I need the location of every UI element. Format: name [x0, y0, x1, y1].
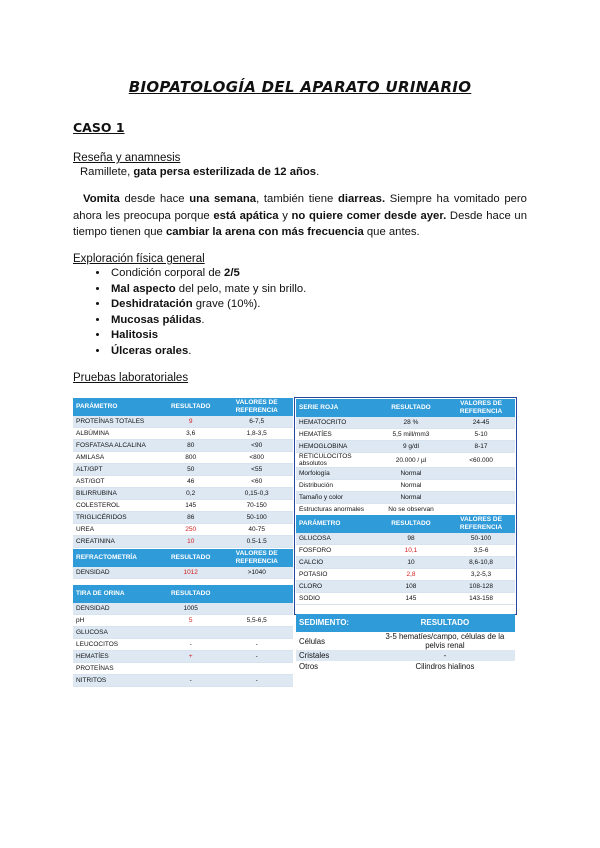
table-row	[73, 464, 293, 476]
result-cell: 10	[375, 557, 447, 569]
parameter-cell: FOSFORO	[296, 545, 375, 557]
table-row	[296, 417, 515, 429]
reference-cell: 0,15-0,3	[220, 488, 293, 500]
table-row	[73, 675, 293, 687]
column-header: RESULTADO	[375, 614, 515, 632]
reference-cell: 1,8-3,5	[220, 428, 293, 440]
result-cell: Cilindros hialinos	[415, 662, 475, 671]
reference-cell: >1040	[220, 567, 293, 579]
result-cell	[161, 627, 220, 639]
parameter-cell: Distribución	[296, 480, 375, 492]
parameter-cell: BILIRRUBINA	[73, 488, 161, 500]
list-item: • Úlceras orales.	[109, 344, 306, 360]
parameter-cell: HEMATÍES	[73, 651, 161, 663]
reference-cell: 3,5-6	[447, 545, 515, 557]
table-row	[296, 441, 515, 453]
patient-line: Ramillete, gata persa esterilizada de 12 años.	[80, 166, 320, 178]
parameter-cell: FOSFATASA ALCALINA	[73, 440, 161, 452]
table-row	[73, 512, 293, 524]
table-row	[296, 504, 515, 516]
column-header: RESULTADO	[375, 515, 447, 533]
parameter-cell: ALBÚMINA	[73, 428, 161, 440]
table-row	[73, 627, 293, 639]
column-header: RESULTADO	[161, 549, 220, 567]
result-cell: 50	[161, 464, 220, 476]
case-heading: CASO 1	[73, 120, 125, 135]
parameter-cell: HEMATOCRITO	[296, 417, 375, 429]
table-row	[296, 557, 515, 569]
table-header-row	[296, 399, 515, 417]
parameter-cell: Estructuras anormales	[296, 504, 375, 516]
result-cell: 98	[375, 533, 447, 545]
reference-cell: 50-100	[220, 512, 293, 524]
result-cell: 800	[161, 452, 220, 464]
list-item: • Mal aspecto del pelo, mate y sin brillo.	[109, 282, 306, 298]
column-header: RESULTADO	[161, 585, 220, 603]
table-header-row	[73, 549, 293, 567]
reference-cell: 5-10	[447, 429, 515, 441]
parameter-cell: pH	[73, 615, 161, 627]
result-cell: -	[375, 650, 515, 661]
table-row	[296, 468, 515, 480]
result-cell: -	[161, 675, 220, 687]
parameter-cell: Cristales	[296, 650, 375, 661]
parameter-cell: Morfología	[296, 468, 375, 480]
parameter-cell: PROTEÍNAS TOTALES	[73, 416, 161, 428]
result-cell: 0,2	[161, 488, 220, 500]
reference-cell	[447, 468, 515, 480]
table-row	[296, 581, 515, 593]
result-cell: 145	[375, 593, 447, 605]
parameter-cell: Células	[299, 636, 326, 646]
column-header	[220, 585, 293, 603]
reference-cell: <90	[220, 440, 293, 452]
parameter-cell: GLUCOSA	[73, 627, 161, 639]
table-row	[73, 663, 293, 675]
parameter-cell: PROTEÍNAS	[73, 663, 161, 675]
document-title: BIOPATOLOGÍA DEL APARATO URINARIO	[128, 78, 472, 96]
result-cell: 86	[161, 512, 220, 524]
result-cell: 1005	[161, 603, 220, 615]
parameter-cell: UREA	[73, 524, 161, 536]
sediment-table	[296, 614, 515, 672]
reference-cell	[447, 504, 515, 516]
column-header: VALORES DE REFERENCIA	[220, 398, 293, 416]
reference-cell: 108-128	[447, 581, 515, 593]
result-cell: 9	[161, 416, 220, 428]
result-cell: 9 g/dl	[375, 441, 447, 453]
parameter-cell: POTASIO	[296, 569, 375, 581]
result-cell: 10	[161, 536, 220, 548]
reference-cell: 70-150	[220, 500, 293, 512]
table-row	[296, 429, 515, 441]
list-item: • Mucosas pálidas.	[109, 313, 306, 329]
parameter-cell: AMILASA	[73, 452, 161, 464]
result-cell: 145	[161, 500, 220, 512]
reference-cell: 5,5-6,5	[220, 615, 293, 627]
exam-heading: Exploración física general	[73, 253, 205, 265]
reference-cell: 6-7,5	[220, 416, 293, 428]
reference-cell: -	[220, 651, 293, 663]
reference-cell	[220, 627, 293, 639]
table-row	[296, 632, 515, 650]
list-item: • Halitosis	[109, 328, 306, 344]
table-row	[296, 661, 515, 672]
reference-cell	[447, 492, 515, 504]
biochemistry-table	[73, 398, 293, 548]
table-row	[73, 603, 293, 615]
table-row	[296, 650, 515, 661]
reference-cell: 8-17	[447, 441, 515, 453]
parameter-cell: AST/GOT	[73, 476, 161, 488]
reference-cell: 143-158	[447, 593, 515, 605]
parameter-cell: CALCIO	[296, 557, 375, 569]
parameter-cell: COLESTEROL	[73, 500, 161, 512]
reference-cell: 3,2-5,3	[447, 569, 515, 581]
red-series-table	[296, 399, 515, 516]
table-header-row	[73, 585, 293, 603]
table-row	[296, 545, 515, 557]
parameter-cell: NITRITOS	[73, 675, 161, 687]
reference-cell	[447, 480, 515, 492]
table-row	[73, 536, 293, 548]
reference-cell: 8,6-10,8	[447, 557, 515, 569]
reference-cell: <800	[220, 452, 293, 464]
column-header: VALORES DE REFERENCIA	[220, 549, 293, 567]
result-cell: Normal	[375, 492, 447, 504]
result-cell: No se observan	[375, 504, 447, 516]
table-row	[73, 639, 293, 651]
reference-cell	[220, 663, 293, 675]
parameter-cell: CLORO	[296, 581, 375, 593]
list-item: • Condición corporal de 2/5	[109, 266, 306, 282]
parameter-cell: HEMOGLOBINA	[296, 441, 375, 453]
parameter-cell: SODIO	[296, 593, 375, 605]
table-header-row	[73, 398, 293, 416]
result-cell: 5	[161, 615, 220, 627]
result-cell	[161, 663, 220, 675]
history-heading: Reseña y anamnesis	[73, 152, 181, 164]
table-row	[73, 524, 293, 536]
parameter-cell: DENSIDAD	[73, 567, 161, 579]
column-header: REFRACTOMETRÍA	[73, 549, 161, 567]
result-cell: 80	[161, 440, 220, 452]
column-header: TIRA DE ORINA	[73, 585, 161, 603]
table-row	[73, 440, 293, 452]
table-row	[296, 492, 515, 504]
labs-heading: Pruebas laboratoriales	[73, 372, 189, 384]
table-row	[296, 569, 515, 581]
parameter-cell: HEMATÍES	[296, 429, 375, 441]
result-cell: 46	[161, 476, 220, 488]
result-cell: Normal	[375, 480, 447, 492]
reference-cell: 0.5-1.5	[220, 536, 293, 548]
result-cell: 28 %	[375, 417, 447, 429]
reference-cell: -	[220, 675, 293, 687]
parameter-cell: Tamaño y color	[296, 492, 375, 504]
reference-cell: <60	[220, 476, 293, 488]
column-header: SEDIMENTO:	[296, 614, 375, 632]
table-row	[296, 533, 515, 545]
parameter-cell: GLUCOSA	[296, 533, 375, 545]
parameter-cell: ALT/GPT	[73, 464, 161, 476]
result-cell: 5,5 mill/mm3	[375, 429, 447, 441]
list-item: • Deshidratación grave (10%).	[109, 297, 306, 313]
reference-cell	[220, 603, 293, 615]
table-row	[296, 480, 515, 492]
parameter-cell: Otros	[299, 662, 319, 671]
table-row	[73, 651, 293, 663]
table-row	[296, 593, 515, 605]
table-header-row	[296, 614, 515, 632]
parameter-cell: RETICULOCITOS absolutos	[296, 453, 375, 468]
result-cell: Normal	[375, 468, 447, 480]
result-cell: +	[161, 651, 220, 663]
column-header: RESULTADO	[375, 399, 447, 417]
result-cell: 3,6	[161, 428, 220, 440]
parameter-cell: CREATININA	[73, 536, 161, 548]
table-row	[73, 476, 293, 488]
urine-strip-table	[73, 585, 293, 687]
reference-cell: -	[220, 639, 293, 651]
reference-cell: <55	[220, 464, 293, 476]
column-header: PARÁMETRO	[296, 515, 375, 533]
reference-cell: 40-75	[220, 524, 293, 536]
table-row	[73, 500, 293, 512]
refractometry-table	[73, 549, 293, 579]
table-row	[73, 567, 293, 579]
result-cell: 108	[375, 581, 447, 593]
result-cell: 3-5 hematíes/campo, células de la pelvis renal	[385, 632, 505, 650]
table-row	[73, 452, 293, 464]
table-header-row	[296, 515, 515, 533]
exam-list	[73, 266, 306, 359]
column-header: PARÁMETRO	[73, 398, 161, 416]
column-header: VALORES DE REFERENCIA	[447, 515, 515, 533]
column-header: SERIE ROJA	[296, 399, 375, 417]
result-cell: 2,8	[375, 569, 447, 581]
table-row	[73, 488, 293, 500]
table-row	[73, 428, 293, 440]
reference-cell: <60.000	[447, 453, 515, 468]
reference-cell: 24-45	[447, 417, 515, 429]
table-row	[296, 453, 515, 468]
history-paragraph: Vomita desde hace una semana, también tiene diarreas. Siempre ha vomitado pero ahora les preocupa porque está apática y no quiere comer desde ayer. Desde hace un tiempo tienen que cambiar la arena con más frecuencia que antes.	[73, 193, 527, 238]
result-cell: 20.000 / µl	[375, 453, 447, 468]
result-cell: 1012	[161, 567, 220, 579]
result-cell: 250	[161, 524, 220, 536]
column-header: RESULTADO	[161, 398, 220, 416]
table-row	[73, 416, 293, 428]
reference-cell: 50-100	[447, 533, 515, 545]
electrolytes-table	[296, 515, 515, 605]
parameter-cell: LEUCOCITOS	[73, 639, 161, 651]
column-header: VALORES DE REFERENCIA	[447, 399, 515, 417]
parameter-cell: TRIGLICÉRIDOS	[73, 512, 161, 524]
table-row	[73, 615, 293, 627]
result-cell: -	[161, 639, 220, 651]
parameter-cell: DENSIDAD	[73, 603, 161, 615]
result-cell: 10,1	[375, 545, 447, 557]
